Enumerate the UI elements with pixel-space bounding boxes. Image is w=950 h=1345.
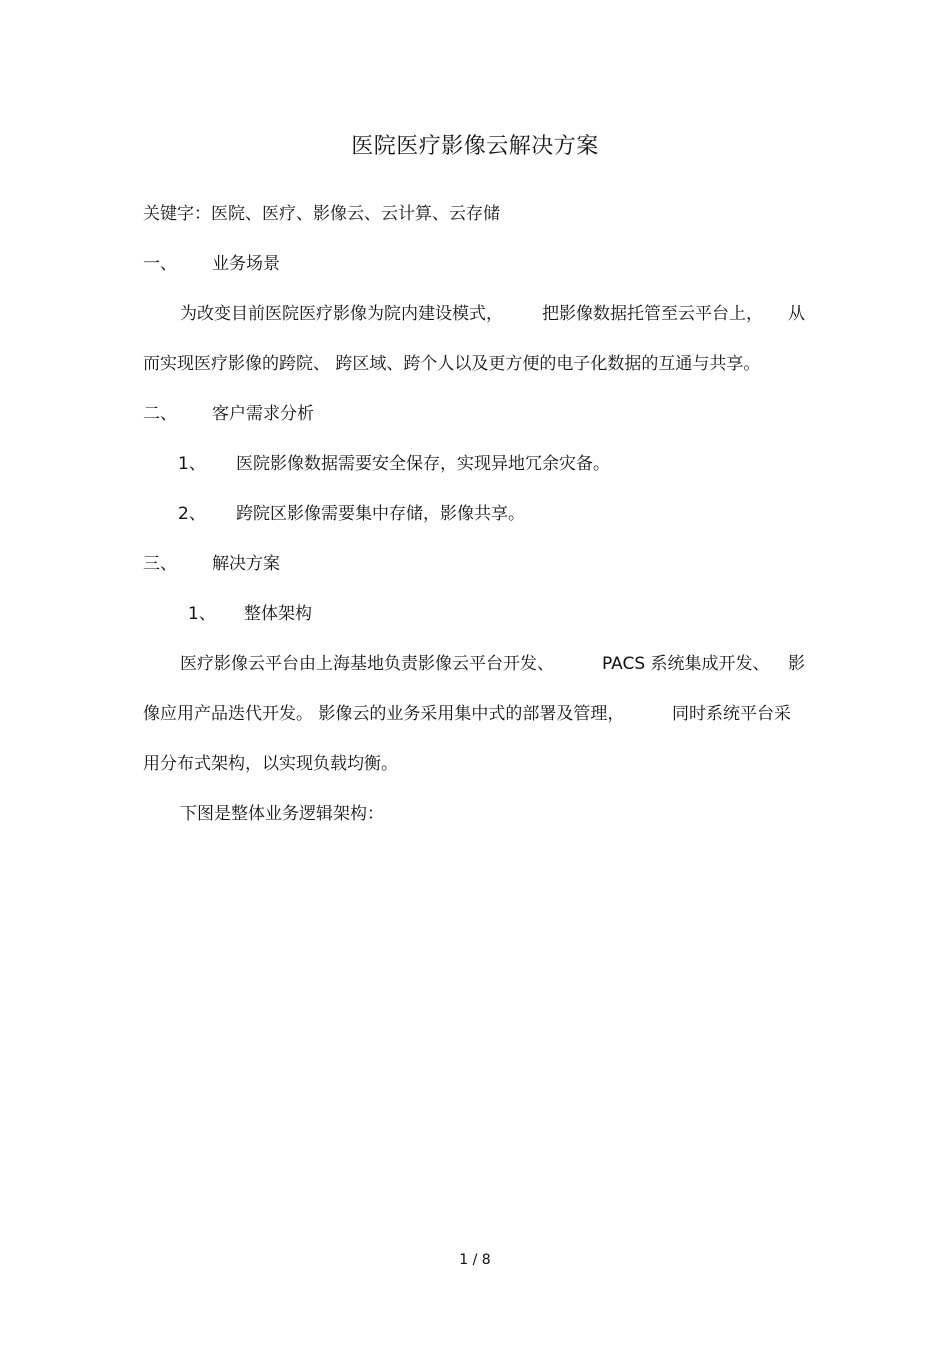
section1-paragraph-part-b: 把影像数据托管至云平台上，	[542, 304, 763, 324]
section3-paragraph-line3: 用分布式架构，以实现负载均衡。	[143, 754, 398, 774]
section3-heading: 解决方案	[212, 554, 280, 574]
section1-paragraph-part-c: 从	[788, 304, 805, 324]
section2-heading: 客户需求分析	[212, 404, 314, 424]
section1-paragraph-part-a: 为改变目前医院医疗影像为院内建设模式，	[180, 304, 503, 324]
section3-paragraph-line2-a: 像应用产品迭代开发。 影像云的业务采用集中式的部署及管理，	[143, 704, 625, 724]
section1-number: 一、	[143, 254, 177, 274]
section3-sub1-number: 1、	[188, 604, 216, 624]
page-number: 1 / 8	[459, 1252, 491, 1268]
section3-paragraph-line2-b: 同时系统平台采	[672, 704, 791, 724]
section3-paragraph2: 下图是整体业务逻辑架构：	[180, 804, 384, 824]
document-title: 医院医疗影像云解决方案	[351, 134, 599, 159]
section2-item1-number: 1、	[178, 454, 206, 474]
section1-heading: 业务场景	[212, 254, 280, 274]
section2-number: 二、	[143, 404, 177, 424]
section2-item2-number: 2、	[178, 504, 206, 524]
section3-paragraph-part-a: 医疗影像云平台由上海基地负责影像云平台开发、	[180, 654, 554, 674]
keywords-line: 关键字：医院、医疗、影像云、云计算、云存储	[143, 204, 500, 224]
section2-item1-text: 医院影像数据需要安全保存，实现异地冗余灾备。	[236, 454, 610, 474]
section2-item2-text: 跨院区影像需要集中存储，影像共享。	[236, 504, 525, 524]
section3-paragraph-part-b: PACS 系统集成开发、	[602, 654, 770, 674]
section3-number: 三、	[143, 554, 177, 574]
section3-sub1-heading: 整体架构	[244, 604, 312, 624]
section3-paragraph-part-c: 影	[788, 654, 805, 674]
section1-paragraph-line2: 而实现医疗影像的跨院、 跨区域、跨个人以及更方便的电子化数据的互通与共享。	[143, 354, 761, 374]
